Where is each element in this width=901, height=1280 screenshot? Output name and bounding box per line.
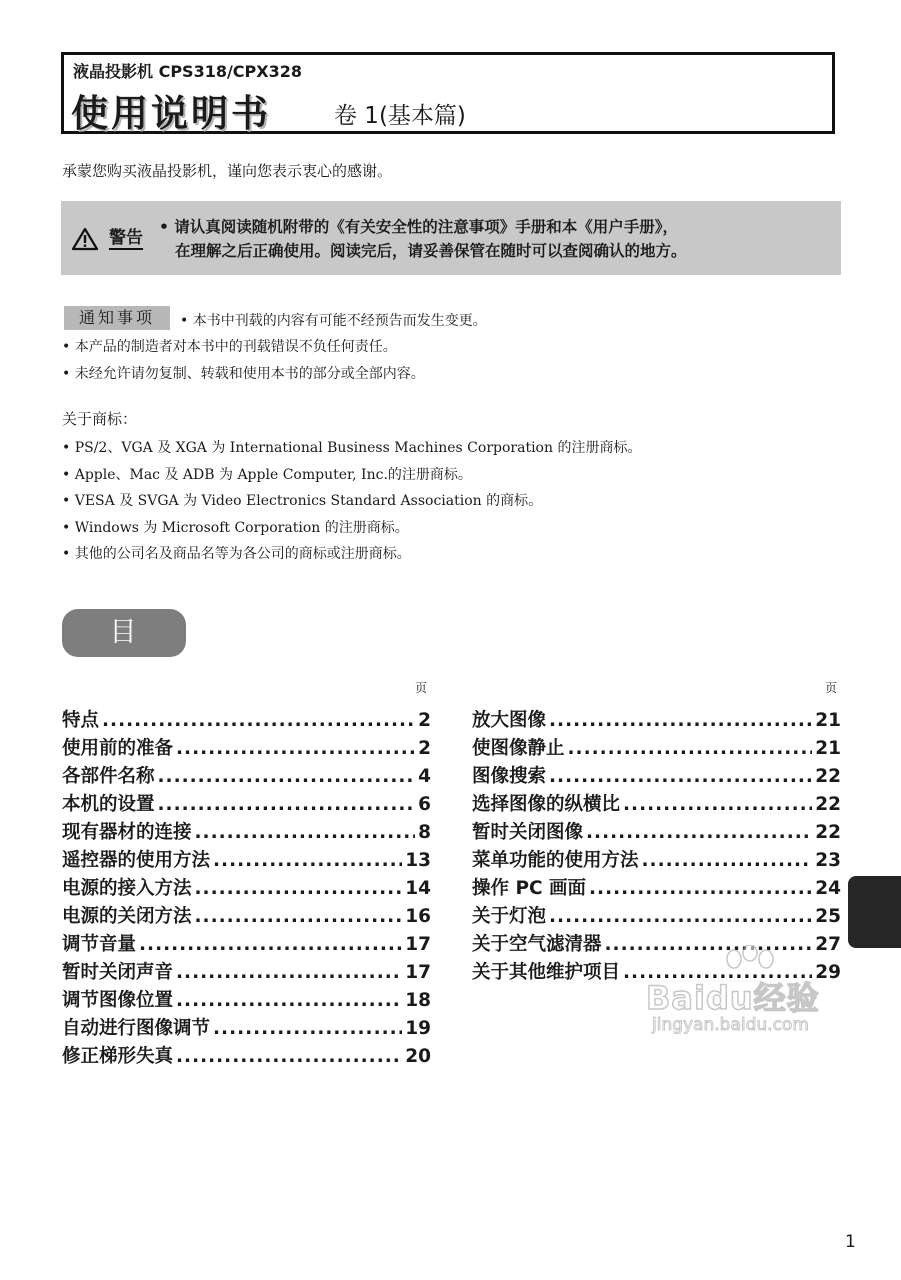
toc-entry-page: 29 bbox=[815, 962, 841, 983]
toc-entry-page: 21 bbox=[815, 738, 841, 759]
toc-entry-label: 使用前的准备 bbox=[62, 738, 174, 759]
toc-entry-label: 电源的关闭方法 bbox=[62, 906, 192, 927]
toc-entry bbox=[472, 790, 841, 818]
toc-entry-label: 特点 bbox=[62, 710, 100, 731]
toc-dot-leader bbox=[176, 738, 415, 759]
manual-title: 使用说明书 bbox=[71, 92, 271, 135]
toc-entry-page: 2 bbox=[418, 738, 431, 759]
toc-entry-page: 24 bbox=[815, 878, 841, 899]
toc-entry bbox=[472, 734, 841, 762]
toc-entry bbox=[62, 818, 431, 846]
toc-entry bbox=[472, 762, 841, 790]
notice-item: • 本产品的制造者对本书中的刊载错误不负任何责任。 bbox=[62, 339, 397, 355]
toc-entry-page: 14 bbox=[405, 878, 431, 899]
toc-entry bbox=[62, 1042, 431, 1070]
toc-dot-leader bbox=[589, 878, 812, 899]
toc-entry-page: 22 bbox=[815, 766, 841, 787]
watermark-brand: Baidu经验 bbox=[646, 979, 820, 1017]
page-column-label: 页 bbox=[415, 681, 428, 695]
toc-entry bbox=[62, 930, 431, 958]
toc-dot-leader bbox=[195, 822, 416, 843]
toc-entry-label: 关于空气滤清器 bbox=[472, 934, 602, 955]
toc-dot-leader bbox=[139, 934, 402, 955]
notice-item: • 未经允许请勿复制、转载和使用本书的部分或全部内容。 bbox=[62, 366, 425, 382]
toc-entry-page: 2 bbox=[418, 710, 431, 731]
toc-entry-page: 4 bbox=[418, 766, 431, 787]
toc-dot-leader bbox=[158, 766, 416, 787]
toc-right-column bbox=[472, 706, 841, 986]
toc-dot-leader bbox=[213, 850, 402, 871]
warning-triangle-icon bbox=[71, 227, 99, 251]
toc-dot-leader bbox=[549, 766, 812, 787]
toc-entry-page: 25 bbox=[815, 906, 841, 927]
toc-entry-page: 17 bbox=[405, 962, 431, 983]
toc-entry-page: 20 bbox=[405, 1046, 431, 1067]
toc-entry-page: 13 bbox=[405, 850, 431, 871]
intro-text: 承蒙您购买液晶投影机，谨向您表示衷心的感谢。 bbox=[62, 162, 393, 180]
warning-line: • 请认真阅读随机附带的《有关安全性的注意事项》手册和本《用户手册》， bbox=[159, 218, 679, 236]
toc-title: 目 录 bbox=[62, 609, 186, 657]
toc-dot-leader bbox=[158, 794, 416, 815]
toc-entry-label: 图像搜索 bbox=[472, 766, 547, 787]
baidu-watermark bbox=[636, 945, 856, 1040]
toc-entry-label: 暂时关闭声音 bbox=[62, 962, 174, 983]
toc-entry-label: 调节图像位置 bbox=[62, 990, 174, 1011]
warning-text bbox=[159, 215, 687, 263]
toc-entry bbox=[62, 706, 431, 734]
toc-entry bbox=[472, 902, 841, 930]
title-box bbox=[61, 52, 835, 134]
toc-dot-leader bbox=[195, 878, 403, 899]
toc-dot-leader bbox=[213, 1018, 402, 1039]
toc-entry-label: 菜单功能的使用方法 bbox=[472, 850, 639, 871]
toc-entry-page: 21 bbox=[815, 710, 841, 731]
toc-entry-label: 关于灯泡 bbox=[472, 906, 547, 927]
toc-entry-page: 8 bbox=[418, 822, 431, 843]
trademark-item: • Windows 为 Microsoft Corporation 的注册商标。 bbox=[62, 520, 409, 536]
toc-entry-label: 关于其他维护项目 bbox=[472, 962, 621, 983]
toc-dot-leader bbox=[176, 1046, 402, 1067]
notice-tag: 通知事项 bbox=[64, 306, 170, 330]
toc-entry bbox=[62, 734, 431, 762]
toc-entry-label: 暂时关闭图像 bbox=[472, 822, 584, 843]
toc-entry-label: 使图像静止 bbox=[472, 738, 565, 759]
toc-entry-page: 22 bbox=[815, 794, 841, 815]
toc-entry bbox=[472, 846, 841, 874]
toc-entry bbox=[62, 902, 431, 930]
toc-entry bbox=[62, 986, 431, 1014]
toc-entry-label: 操作 PC 画面 bbox=[472, 878, 587, 899]
toc-entry-label: 自动进行图像调节 bbox=[62, 1018, 211, 1039]
watermark-url: jingyan.baidu.com bbox=[652, 1015, 809, 1035]
toc-entry bbox=[62, 846, 431, 874]
toc-entry-label: 电源的接入方法 bbox=[62, 878, 192, 899]
toc-entry-page: 18 bbox=[405, 990, 431, 1011]
toc-dot-leader bbox=[642, 850, 813, 871]
toc-dot-leader bbox=[195, 906, 403, 927]
model-name: 液晶投影机 CPS318/CPX328 bbox=[73, 62, 303, 81]
section-side-tab bbox=[848, 876, 901, 948]
page-number: 1 bbox=[845, 1232, 856, 1252]
toc-entry-label: 调节音量 bbox=[62, 934, 137, 955]
toc-dot-leader bbox=[549, 710, 812, 731]
toc-entry bbox=[62, 958, 431, 986]
toc-entry bbox=[62, 790, 431, 818]
toc-entry bbox=[62, 1014, 431, 1042]
trademark-item: • Apple、Mac 及 ADB 为 Apple Computer, Inc.的注册商标。 bbox=[62, 467, 472, 483]
toc-dot-leader bbox=[549, 906, 812, 927]
toc-entry-page: 22 bbox=[815, 822, 841, 843]
toc-entry-label: 选择图像的纵横比 bbox=[472, 794, 621, 815]
trademark-item: • 其他的公司名及商品名等为各公司的商标或注册商标。 bbox=[62, 546, 411, 562]
toc-entry-page: 23 bbox=[815, 850, 841, 871]
toc-entry-label: 各部件名称 bbox=[62, 766, 155, 787]
page-column-label: 页 bbox=[825, 681, 838, 695]
toc-entry-label: 现有器材的连接 bbox=[62, 822, 192, 843]
volume-title: 卷 1(基本篇) bbox=[334, 103, 466, 129]
trademark-item: • VESA 及 SVGA 为 Video Electronics Standard Association 的商标。 bbox=[62, 493, 543, 509]
toc-entry-page: 19 bbox=[405, 1018, 431, 1039]
toc-entry bbox=[62, 762, 431, 790]
toc-entry bbox=[472, 706, 841, 734]
toc-dot-leader bbox=[568, 738, 813, 759]
toc-entry bbox=[472, 874, 841, 902]
notice-item: • 本书中刊载的内容有可能不经预告而发生变更。 bbox=[180, 313, 487, 329]
toc-dot-leader bbox=[623, 794, 812, 815]
toc-dot-leader bbox=[586, 822, 812, 843]
trademark-heading: 关于商标： bbox=[62, 410, 138, 428]
toc-entry-label: 修正梯形失真 bbox=[62, 1046, 174, 1067]
toc-entry-label: 本机的设置 bbox=[62, 794, 155, 815]
toc-dot-leader bbox=[176, 962, 402, 983]
warning-label: 警告 bbox=[109, 228, 143, 248]
toc-entry bbox=[62, 874, 431, 902]
toc-entry bbox=[472, 818, 841, 846]
warning-box bbox=[61, 201, 841, 275]
warning-line: 在理解之后正确使用。阅读完后，请妥善保管在随时可以查阅确认的地方。 bbox=[175, 242, 687, 260]
toc-entry-label: 遥控器的使用方法 bbox=[62, 850, 211, 871]
toc-entry-page: 16 bbox=[405, 906, 431, 927]
toc-entry-page: 17 bbox=[405, 934, 431, 955]
toc-left-column bbox=[62, 706, 431, 1070]
trademark-item: • PS/2、VGA 及 XGA 为 International Business Machines Corporation 的注册商标。 bbox=[62, 440, 642, 456]
toc-entry-page: 6 bbox=[418, 794, 431, 815]
toc-entry-page: 27 bbox=[815, 934, 841, 955]
toc-dot-leader bbox=[102, 710, 415, 731]
toc-entry-label: 放大图像 bbox=[472, 710, 547, 731]
toc-dot-leader bbox=[176, 990, 402, 1011]
